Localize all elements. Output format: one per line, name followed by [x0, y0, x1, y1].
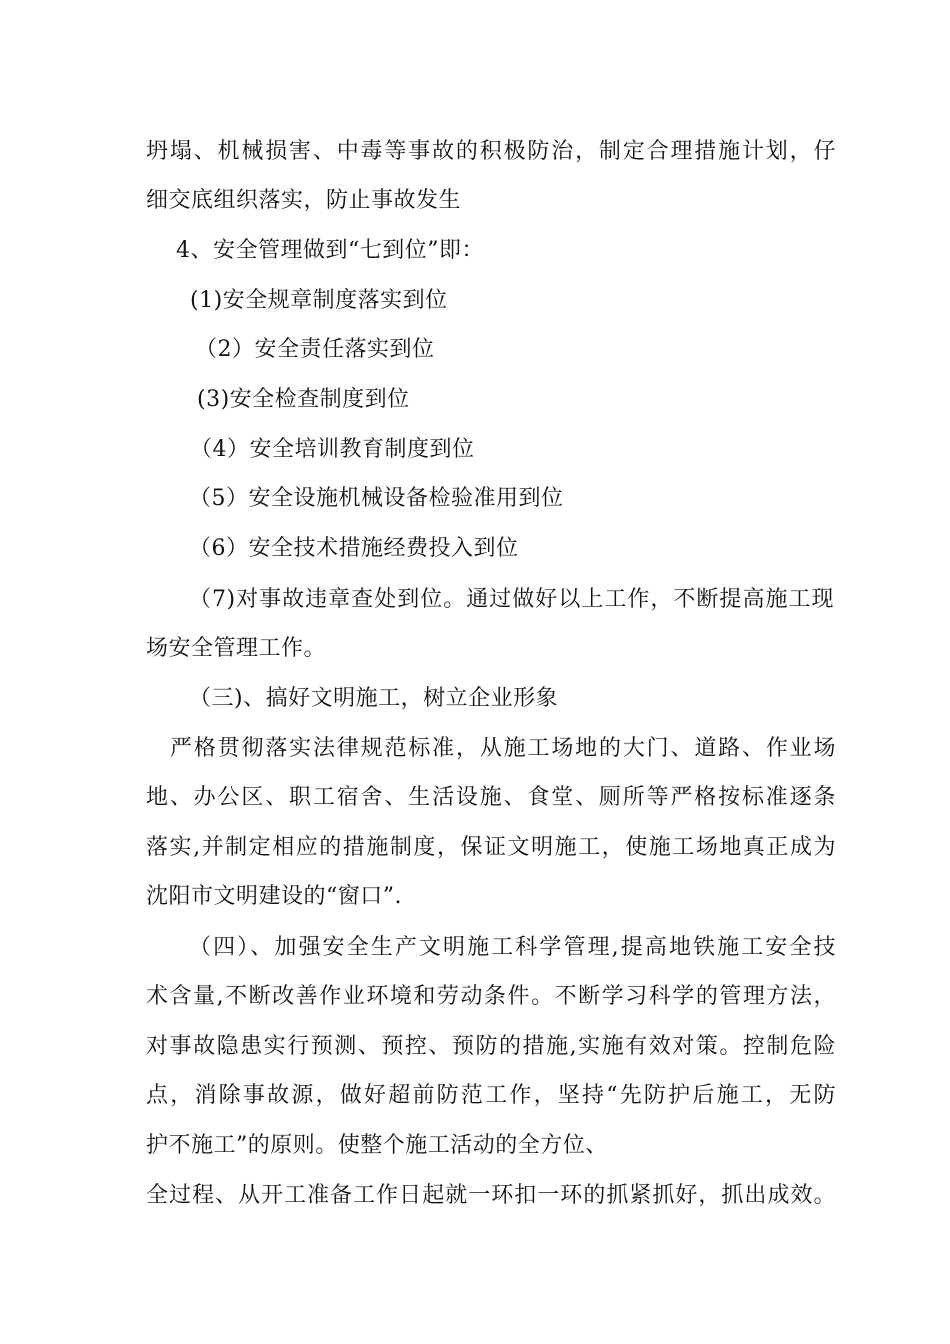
list-item: （2）安全责任落实到位	[195, 337, 435, 362]
paragraph-line: 术含量,不断改善作业环境和劳动条件。不断学习科学的管理方法，	[146, 984, 836, 1009]
paragraph-line: 坍塌、机械损害、中毒等事故的积极防治，制定合理措施计划，仔	[146, 139, 836, 164]
paragraph-line: 地、办公区、职工宿舍、生活设施、食堂、厕所等严格按标准逐条	[146, 785, 836, 810]
list-item: （4）安全培训教育制度到位	[190, 437, 475, 462]
paragraph-line: 护不施工”的原则。使整个施工活动的全方位、	[146, 1133, 608, 1158]
paragraph-line: 沈阳市文明建设的“窗口”.	[146, 884, 402, 909]
section-heading: （四）、加强安全生产文明施工科学管理,提高地铁施工安全技	[189, 935, 836, 960]
paragraph-line: 细交底组织落实，防止事故发生	[146, 188, 462, 213]
list-item: （5）安全设施机械设备检验准用到位	[189, 486, 564, 511]
section-heading: （三)、搞好文明施工，树立企业形象	[189, 686, 559, 711]
list-item: (1)安全规章制度落实到位	[190, 288, 448, 313]
paragraph-line: 严格贯彻落实法律规范标准，从施工场地的大门、道路、作业场	[170, 736, 836, 761]
paragraph-line: 对事故隐患实行预测、预控、预防的措施,实施有效对策。控制危险	[146, 1034, 836, 1059]
list-item: （7)对事故违章查处到位。通过做好以上工作，不断提高施工现	[189, 587, 834, 612]
paragraph-line: 落实,并制定相应的措施制度，保证文明施工，使施工场地真正成为	[146, 835, 836, 860]
list-item: (3)安全检查制度到位	[197, 387, 410, 412]
list-item: （6）安全技术措施经费投入到位	[189, 536, 519, 561]
paragraph-line: 场安全管理工作。	[146, 636, 327, 661]
section-heading: 4、安全管理做到“七到位”即：	[176, 238, 484, 263]
paragraph-line: 点，消除事故源，做好超前防范工作，坚持“先防护后施工，无防	[146, 1083, 836, 1108]
paragraph-line: 全过程、从开工准备工作日起就一环扣一环的抓紧抓好，抓出成效。	[146, 1183, 836, 1208]
